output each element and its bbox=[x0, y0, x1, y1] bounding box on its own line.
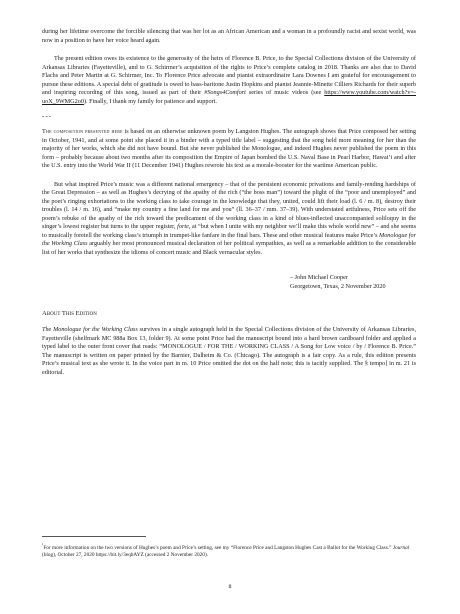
ack-songs4comfort: #Songs4Comfort bbox=[204, 89, 246, 96]
signature-name: – John Michael Cooper bbox=[290, 274, 348, 281]
paragraph-intro-continuation: during her lifetime overcome the forcible silencing that was her lot as an African American and a woman in a profoundly racist and sexist world, was now in a position to have her voice heard again. bbox=[42, 28, 416, 44]
inspiration-forte: forte bbox=[177, 223, 189, 230]
ack-text-b: series of music videos (see bbox=[245, 89, 325, 96]
page-number: ii bbox=[228, 584, 232, 590]
paragraph-composition bbox=[42, 128, 416, 171]
footnote-journal: Journal bbox=[392, 544, 410, 551]
footnote bbox=[42, 541, 416, 559]
composition-body: is based on an otherwise unknown poem by Langston Hughes. The autograph shows that Price composed her setting in October, 1941, and at some point she placed it in a binder with a typed title label – suggesting that the song held more meaning for her than the majority of her works, which she did not have bound. But she never published the Monologue, and indeed Hughes never published the poem in this form – probably because about two months after its composition the Empire of Japan bombed the U.S. Naval Base in Pearl Harbor, Hawai’i and after the U.S. entry into the World War II (11 December 1941) Hughes rewrote his text as a morale-booster for the wartime American public. bbox=[42, 128, 416, 169]
inspiration-text-a: But what inspired Price’s music was a different national emergency – that of the persistent economic privations and family-rending hardships of the Great Depression – as well as Hughes’s decrying of the apathy of the rich (“the boss man”) toward the plight of the “poor and unemployed” and the poet’s ringing exhortations to the working class to take courage in the knowledge that they, united, could lift their load (l. 6 / m. 8), destroy their troubles (l. 14 / m. 16), and “make my country a fine land for me and you” (ll. 36–37 / mm. 37–39). With understated artfulness, Price sets off the poem’s rebuke of the apathy of the rich toward the predicament of the working class in a kind of blues-inflected unaccompanied soliloquy in the singer’s lowest register but turns to the upper register, bbox=[42, 180, 416, 230]
inspiration-title: Monologue for the Working Class bbox=[42, 231, 416, 247]
footnote-rule bbox=[42, 536, 146, 537]
edition-body: survives in a single autograph held in the Special Collections division of the University of Arkansas Libraries, Fayetteville (shelfmark MC 988a Box 13, folder 9). At some point Price had the manuscript bound into a hard brown cardboard folder and applied a typed label to the outer front cover that reads: “MONOLOGUE / FOR THE / WORKING CLASS / A Song for Low voice / by / Florence B. Price.” The manuscript is written on paper printed by the Barnier, Dalheim & Co. (Chicago). The autograph is a fair copy. As a rule, this edition presents Price’s musical text as she wrote it. In the voice part in m. 10 Price omitted the dot on the half note; this is tacitly supplied. The § tempo] in m. 21 is editorial. bbox=[42, 326, 416, 376]
youtube-link[interactable]: https://www.youtube.com/watch?v=-uoX_9WMG2o0 bbox=[42, 89, 417, 105]
edition-title: The Monologue for the Working Class bbox=[42, 326, 138, 333]
paragraph-acknowledgments bbox=[42, 55, 416, 106]
footnote-marker: ¹ bbox=[42, 542, 44, 547]
section-heading-about-edition: About This Edition bbox=[42, 310, 97, 317]
paragraph-about-edition bbox=[42, 326, 416, 377]
inspiration-text-b: , at “but when I unite with my neighbor we’ll make this whole world new” – and she seems to musically foretell the working class’s triumph in trumpet-like fanfare in the final bars. These and other musical features make Price’s bbox=[42, 223, 416, 239]
composition-lead-in: The composition presented here bbox=[42, 128, 123, 135]
footnote-text-b: (blog), October 27, 2020 https://bit.ly/3eqbAYZ (accessed 2 November 2020). bbox=[42, 551, 209, 558]
ack-text-a: The present edition owes its existence to the generosity of the heirs of Florence B. Price, to the Special Collections division of the University of Arkansas Libraries (Fayetteville), and to G. Schirmer’s acquisition of the rights to Price’s complete catalog in 2018. Thanks are also due to David Flachs and Peter Martin at G. Schirmer, Inc. To Florence Price advocate and pianist extraordinaire Lara Downes I am grateful for encouragement to pursue these editions. A special debt of gratitude is owed to bass-baritone Justin Hopkins and pianist Jeannie-Minette Cilliers Richards for their superb and inspiring recording of this song, issued as part of their bbox=[42, 55, 416, 96]
footnote-text-a: For more information on the two versions of Hughes’s poem and Price’s setting, see my “Florence Price and Langston Hughes Cast a Ballot for the Working Class.” bbox=[43, 544, 393, 551]
section-divider: --- bbox=[42, 112, 52, 120]
inspiration-text-c: arguably her most pronounced musical declaration of her political sympathies, as well as a remarkable addition to the considerable list of her works that synthesize the idioms of concert music and Black vernacular styles. bbox=[42, 240, 417, 256]
signature-place-date: Georgetown, Texas, 2 November 2020 bbox=[290, 283, 386, 290]
paragraph-inspiration bbox=[42, 181, 416, 258]
ack-text-c: ). Finally, I thank my family for patience and support. bbox=[83, 97, 217, 105]
